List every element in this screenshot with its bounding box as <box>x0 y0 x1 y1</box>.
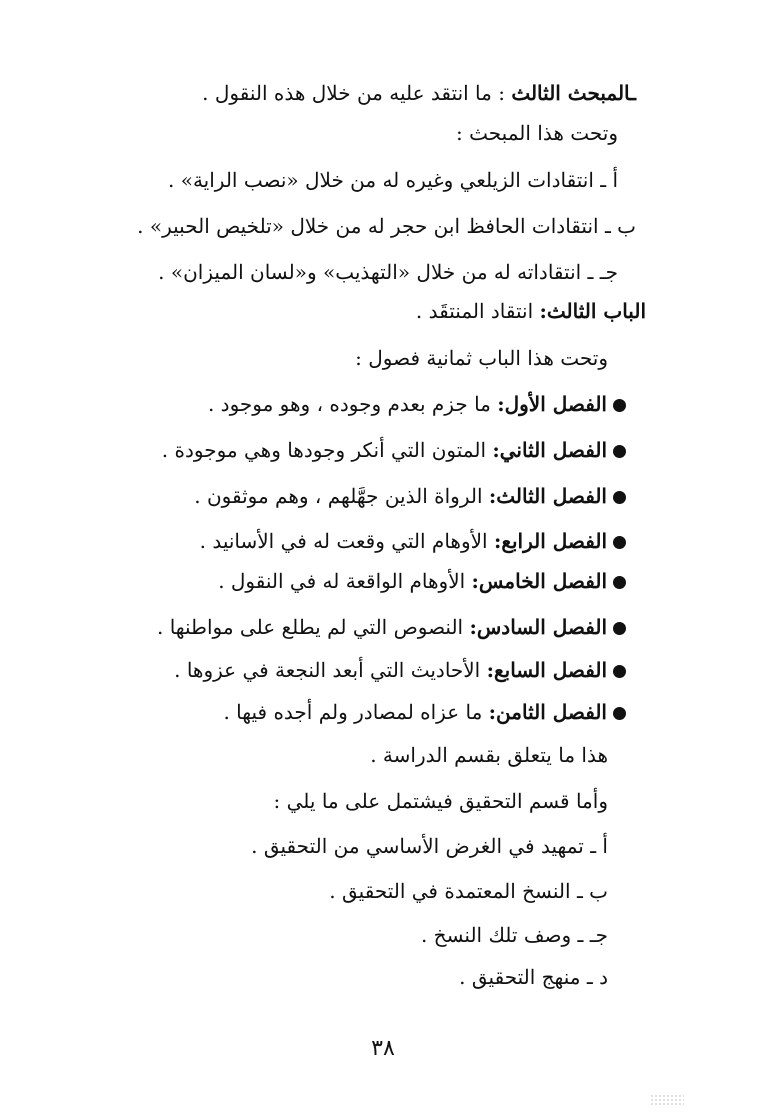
chapter-title: الفصل الرابع: <box>493 529 607 553</box>
bullet-icon <box>613 707 626 720</box>
tahqiq-item-c: جـ ـ وصف تلك النسخ . <box>420 923 608 947</box>
chapter-6 <box>157 612 626 642</box>
chapter-8 <box>223 697 626 727</box>
tahqiq-intro-text: وأما قسم التحقيق فيشتمل على ما يلي : <box>273 789 608 813</box>
bullet-icon <box>613 622 626 635</box>
tahqiq-item-b: ب ـ النسخ المعتمدة في التحقيق . <box>329 879 608 903</box>
chapter-text: المتون التي أنكر وجودها وهي موجودة . <box>161 438 493 462</box>
item-c: جـ ـ انتقاداته له من خلال «التهذيب» و«لسان الميزان» . <box>158 260 618 284</box>
section3-dash: ـ <box>630 81 636 105</box>
tahqiq-item-d: د ـ منهج التحقيق . <box>459 965 608 989</box>
chapter-title: الفصل السابع: <box>486 658 607 682</box>
chapter-title: الفصل الثاني: <box>492 438 607 462</box>
chapter-3 <box>194 481 626 511</box>
under-part-text: وتحت هذا الباب ثمانية فصول : <box>355 346 608 370</box>
chapter-7 <box>174 655 626 685</box>
item-b: ب ـ انتقادات الحافظ ابن حجر له من خلال «تلخيص الحبير» . <box>137 214 636 238</box>
bullet-icon <box>613 536 626 549</box>
tahqiq-item-a: أ ـ تمهيد في الغرض الأساسي من التحقيق . <box>251 834 608 858</box>
page-number: ٣٨ <box>371 1036 395 1061</box>
chapter-text: النصوص التي لم يطلع على مواطنها . <box>156 615 470 639</box>
bullet-icon <box>613 445 626 458</box>
under-section-text: وتحت هذا المبحث : <box>456 121 618 145</box>
bullet-icon <box>613 665 626 678</box>
item-a: أ ـ انتقادات الزيلعي وغيره له من خلال «نصب الراية» . <box>168 168 618 192</box>
chapter-text: ما جزم بعدم وجوده ، وهو موجود . <box>207 392 498 416</box>
bullet-icon <box>613 399 626 412</box>
chapter-title: الفصل الخامس: <box>471 569 607 593</box>
section3-title: المبحث الثالث <box>511 81 631 105</box>
chapter-title: الفصل السادس: <box>469 615 607 639</box>
chapter-5 <box>218 566 626 596</box>
part3-heading <box>416 296 646 326</box>
chapter-text: الرواة الذين جهَّلهم ، وهم موثقون . <box>194 484 489 508</box>
chapter-1 <box>208 389 626 419</box>
study-end-text: هذا ما يتعلق بقسم الدراسة . <box>370 743 608 767</box>
scan-speck <box>650 1094 684 1106</box>
chapter-4 <box>200 526 626 556</box>
chapter-text: الأوهام الواقعة له في النقول . <box>218 569 472 593</box>
section3-text: ما انتقد عليه من خلال هذه النقول . <box>202 81 492 105</box>
chapter-2 <box>162 435 626 465</box>
chapter-text: الأوهام التي وقعت له في الأسانيد . <box>199 529 494 553</box>
bullet-icon <box>613 491 626 504</box>
chapter-text: ما عزاه لمصادر ولم أجده فيها . <box>223 700 489 724</box>
chapter-title: الفصل الثامن: <box>488 700 607 724</box>
part3-title: الباب الثالث: <box>539 299 646 323</box>
part3-text: انتقاد المنتقَد . <box>415 299 540 323</box>
chapter-text: الأحاديث التي أبعد النجعة في عزوها . <box>174 658 487 682</box>
chapter-title: الفصل الأول: <box>497 392 607 416</box>
chapter-title: الفصل الثالث: <box>488 484 607 508</box>
section3-colon: : <box>491 81 512 105</box>
section3-heading <box>202 78 636 108</box>
bullet-icon <box>613 576 626 589</box>
